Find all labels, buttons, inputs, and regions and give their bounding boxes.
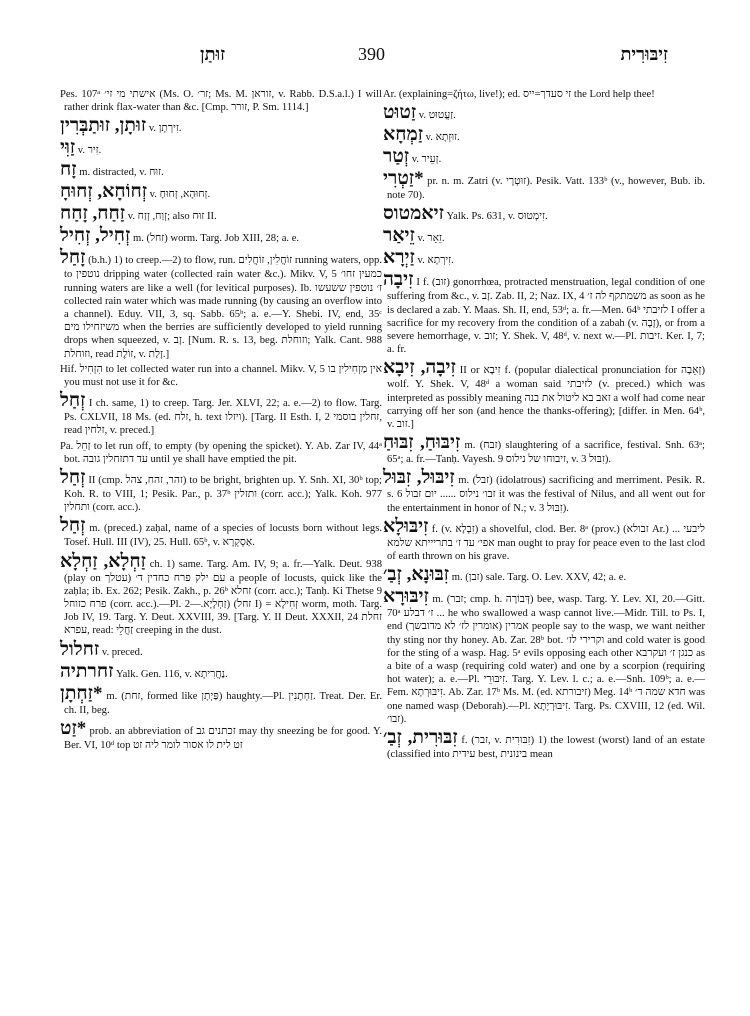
entry-headword: זַמְחָא: [383, 124, 424, 146]
entry-text: m. (זבר; cmp. h. דְּבוֹרָה) bee, wasp. Targ. Y. Lev. XI, 20.—Gitt. 70ᵃ ז׳ דבלע ... he who swallowed a wasp cannot live.—Midr. Till. to Ps. I, end אמרין (אומרין לז׳ לא מדובשך) people say to the wasp, we want neither thy sting nor thy honey. Ab. Zar. 28ᵇ bot. וקרירי לז׳ and cold water is good for the sting of a wasp. Hag. 5ᵃ evils opposing each other כנגן ז׳ ועקרבא as a bite of a wasp (requiring cold water) and one by a scorpion (requiring hot water); a. e.—Pl. זִיבּוּרֵי. Targ. Y. Lev. l. c.; a. e.—Snh. 109ᵇ; a. e.—Fem. זִיבּוּרְתָא. Ab. Zar. 17ᵇ Ms. M. (ed. זיבורתא) Meg. 14ᵇ חדא שמה ד׳ was one named wasp (Deborah).—Pl. זִיבּוּרְיָתָא. Targ. Ps. CXVIII, 12 (ed. Wil. זבו׳).: [387, 594, 706, 725]
dictionary-entry: [60, 88, 382, 114]
dictionary-entry: [383, 468, 705, 514]
dictionary-entry: [60, 468, 382, 514]
dictionary-entry: [383, 125, 705, 145]
entry-headword: זִיבָה, זִיבָא: [383, 357, 456, 379]
entry-headword: *זַטְרִי: [383, 168, 424, 190]
entry-headword: *זַחְתָן: [60, 682, 103, 704]
dictionary-entry: [383, 103, 705, 123]
left-column: [60, 88, 382, 754]
entry-headword: זִבּוּרִית, זְבַ׳: [383, 727, 458, 749]
entry-text: f. (v. זִבְלָא) a shovelful, clod. Ber. 8ᵃ (prov.) (זבולא Ar.) ליבעי ... אפי׳ עד ז׳ בתריייתא שלמא man ought to pray for peace even to the last clod of earth thrown on his grave.: [387, 523, 706, 563]
dictionary-entry: [60, 138, 382, 158]
entry-headword: זָחַל: [60, 247, 86, 269]
dictionary-entry: [383, 248, 705, 268]
entry-text: v. זִירְתָא.: [417, 255, 454, 267]
entry-headword: זְחִיל, זְחִיל: [60, 225, 131, 247]
entry-text: (b.h.) 1) to creep.—2) to flow, run. זוֹחֲלִין, זוֹחֲלִים running waters, opp. to נוטפין dripping water (collected rain water &c.). Mikv. V, 5 כמעין זחו׳ running waters are like a well (for levitical purposes). Ib. ז׳ נוטפין ששעשו collected rain water which was made running (by causing an overflow into a channel). Eduy. VII, 3, sq. Sabb. 65ᵇ; a. e.—Y. Shebi. IV, end, 35ᶜ משיזחילו מים when the berries are sufficiently developed to yield running drops when squeezed, v. זָב. [Num. R. s. 13, beg. וזוחלת; Yalk. Cant. 988 וזוחלת, read זוֹלֶת, v. זָלַת.]: [64, 255, 382, 360]
page-number: 390: [358, 44, 385, 64]
dictionary-entry: [383, 169, 705, 202]
dictionary-entry: [60, 363, 382, 389]
dictionary-entry: [383, 517, 705, 563]
entry-text: v. זַעֲטוּט.: [418, 110, 456, 122]
dictionary-entry: [383, 728, 705, 761]
entry-headword: זִיבּוּלָא: [383, 515, 429, 537]
entry-text: prob. an abbreviation of זכתנים גב may thy sneezing be for good. Y. Ber. VI, 10ᵈ top זט לית לו אסור לומר ליה זט: [64, 725, 382, 751]
dictionary-entry: [383, 358, 705, 431]
header-right-word: זִיבּוּרִית: [620, 44, 668, 64]
entry-text: Pes. 107ᵃ אישתי מי זי׳ (Ms. O. זר׳; Ms. M. זוראן, v. Rabb. D.S.a.l.) I will rather drink flax-water than &c. [Cmp. זורר, P. Sm. 1114.]: [60, 89, 382, 114]
dictionary-entry: [383, 226, 705, 246]
entry-text: m. (זחל) worm. Targ. Job XIII, 28; a. e.: [132, 233, 300, 245]
header-left-word: זוּתַן: [200, 44, 226, 64]
entry-headword: זַיְרָא: [383, 247, 415, 269]
dictionary-entry: [60, 440, 382, 466]
entry-headword: זַחַח, זָחַח: [60, 203, 126, 225]
dictionary-entry: [60, 552, 382, 638]
dictionary-entry: [60, 182, 382, 202]
entry-text: m. (preced.) zaḥal, name of a species of locusts born without legs. Tosef. Hull. III (IV), 25. Hull. 65ᵇ, v. אַסְקְרָא.: [64, 523, 382, 549]
entry-text: II or זִיבָא f. (popular dialectical pronunciation for זְאֵבָה) wolf. Y. Shek. V, 48ᵈ a woman said לזיבתי (v. preced.) which was interpreted as possibly meaning זאב בא ליטול את בנה a wolf had come near carrying off her son (and hence the thanks-offering); [differ. in Men. 64ᵇ, v. זוב.]: [387, 365, 705, 431]
entry-headword: זחלול: [60, 638, 100, 660]
entry-headword: זֵיאַר: [383, 225, 415, 247]
entry-text: m. (זחת, formed like פַּיְתָן) haughty.—Pl. זַחְתָנִין. Treat. Der. Er. ch. II, beg.: [64, 690, 382, 716]
entry-text: v. preced.: [101, 646, 143, 658]
entry-headword: *זַט: [60, 717, 87, 739]
entry-text: I ch. same, 1) to creep. Targ. Jer. XLVI, 22; a. e.—2) to flow. Targ. Ps. CXLVII, 18 Ms. (ed. זלח, h. text ויזלו). [Targ. II Esth. I, 2 זחלין בוסמי, read זלחין, v. preced.]: [64, 398, 382, 437]
dictionary-entry: [60, 226, 382, 246]
dictionary-entry: [383, 204, 705, 224]
entry-headword: זִבּוּנָא, זְבַ׳: [383, 564, 450, 586]
entry-headword: זיאמטוס: [383, 203, 444, 225]
entry-text: v. זְחוּהָא, זְחוּחָ.: [149, 189, 211, 201]
entry-text: v. זֵאָר.: [417, 233, 445, 245]
dictionary-entry: [60, 719, 382, 752]
entry-text: v. זִיר.: [77, 145, 102, 157]
entry-text: Hif. הִזְחִיל to let collected water run into a channel. Mikv. V, 5 אין מַזְחִילִין בו you must not use it for &c.: [60, 363, 383, 389]
entry-headword: זְחוֹחָא, זְחוּחָ: [60, 181, 147, 203]
entry-text: Yalk. Ps. 631, v. זִימְטוּס.: [446, 211, 548, 223]
dictionary-entry: [383, 88, 705, 101]
entry-text: ch. 1) same. Targ. Am. IV, 9; a. fr.—Yalk. Deut. 938 (play on עטלך) עם ילק פרח כחדין ד׳ a people of locusts, quick like the zaḥla; ib. Ex. 262; Pesik. Zakh., p. 26ᵇ זחלא (corr. acc.); Tanḥ. Ki Thetse 9 פרח כזוחל (corr. acc.).—Pl. זַחְלָיָא.—2) (זחל I) = זְחִילָא worm, moth. Targ. Job IV, 19. Targ. Y. Deut. XXVIII, 39. [Targ. Y. II Deut. XXXII, 24 זחלת עפרא, read: זַחֲלֵי creeping in the dust.: [64, 558, 383, 637]
entry-text: v. זְעֵיר.: [411, 154, 442, 166]
entry-headword: זַחְלָא, זַחְלָא: [60, 550, 146, 572]
dictionary-entry: [60, 662, 382, 682]
dictionary-entry: [60, 516, 382, 549]
entry-headword: זִיבָה: [383, 269, 414, 291]
entry-text: v. זְוַח, זְזַח; also זוּח II.: [127, 211, 217, 223]
dictionary-entry: [60, 116, 382, 136]
entry-headword: זִיבּוּרָא: [383, 586, 429, 608]
entry-headword: זִיבּוּל, זִבּוּל: [383, 467, 455, 489]
right-column: [383, 88, 705, 763]
entry-headword: זְטַר: [383, 146, 410, 168]
dictionary-entry: [60, 684, 382, 717]
entry-text: pr. n. m. Zatri (v. זוּטְרָי). Pesik. Vatt. 133ᵇ (v., however, Bub. ib. note 70).: [387, 176, 705, 202]
entry-text: m. (זבח) slaughtering of a sacrifice, festival. Snh. 63ᵃ; 65ᵃ; a. fr.—Tanḥ. Vayesh. 9 זיבוחו של נילוס, v. זִבּוּל 3).: [387, 440, 705, 466]
entry-text: v. זוּזְתָא.: [425, 132, 460, 144]
dictionary-entry: [383, 565, 705, 585]
entry-text: Yalk. Gen. 116, v. נַחֲרִיתָא.: [116, 668, 228, 680]
entry-text: v. זִירְתָן.: [148, 123, 182, 135]
entry-headword: זוּתָן, זוּתַבְּרִין: [60, 115, 147, 137]
entry-headword: זחרתיה: [60, 660, 114, 682]
entry-text: m. (זבל) (idolatrous) sacrificing and merriment. Pesik. R. s. 6 זבו׳ נילוס ...... יום זבול it was the festival of Nilus, and all went out for the entertainment in honor of N.; v. זִבּוּל 3).: [387, 475, 705, 514]
entry-text: I f. (זוב) gonorrhœa, protracted menstruation, legal condition of one suffering from &c., v. זָב. Zab. II, 2; Naz. IX, 4 משמתקף לה ז׳ as soon as he is declared a zab. Y. Maas. Sh. II, end, 53ᵈ; a. fr.—Men. 64ᵇ לזיבתי I offer a sacrifice for my recovery from the condition of a zabah (v. זָבָה), or from a severe hemorrhage, v. זוב; Y. Shek. V, 48ᵈ, v. next w.—Pl. זיבות. Ker. I, 7; a. fr.: [387, 277, 706, 356]
entry-headword: זַטוּט: [383, 102, 417, 124]
entry-text: II (cmp. זהר, זהח, צהל) to be bright, brighten up. Y. Snh. XI, 30ᵇ top; Koh. R. to VIII, 1; Pesik. Par., p. 37ᵇ ותזלין (corr. acc.); Yalk. Koh. 977 ותחלין (corr. acc.).: [64, 475, 383, 514]
entry-headword: זְחַל: [60, 467, 86, 489]
dictionary-entry: [60, 640, 382, 660]
entry-headword: זִיבּוּחַ, זִבּוּחַ: [383, 432, 461, 454]
entry-headword: זְחַל: [60, 515, 86, 537]
entry-headword: זָח: [60, 159, 77, 181]
dictionary-entry: [383, 147, 705, 167]
dictionary-entry: [60, 204, 382, 224]
entry-headword: זַוִּי: [60, 137, 76, 159]
entry-headword: זְחַל: [60, 390, 86, 412]
dictionary-entry: [60, 160, 382, 180]
dictionary-entry: [383, 587, 705, 726]
entry-text: m. distracted, v. זוּח.: [79, 167, 164, 179]
entry-text: f. (זבר, v. זִבּוּרִית) 1) the lowest (worst) land of an estate (classified into עידית best, בינונית mean: [387, 735, 705, 761]
entry-text: Ar. (explaining=ζήτω, live!); ed. זי סעדך=ייס the Lord help thee!: [383, 89, 655, 100]
page-header: [60, 44, 688, 70]
entry-text: Pa. זַחֵל to let run off, to empty (by opening the spicket). Y. Ab. Zar IV, 44ᵃ bot. עד דתזחלין גובה until ye shall have emptied the pit.: [60, 440, 382, 465]
dictionary-entry: [383, 270, 705, 356]
dictionary-entry: [383, 433, 705, 466]
dictionary-entry: [60, 248, 382, 360]
entry-text: m. (זבן) sale. Targ. O. Lev. XXV, 42; a. e.: [451, 572, 627, 584]
dictionary-entry: [60, 391, 382, 437]
